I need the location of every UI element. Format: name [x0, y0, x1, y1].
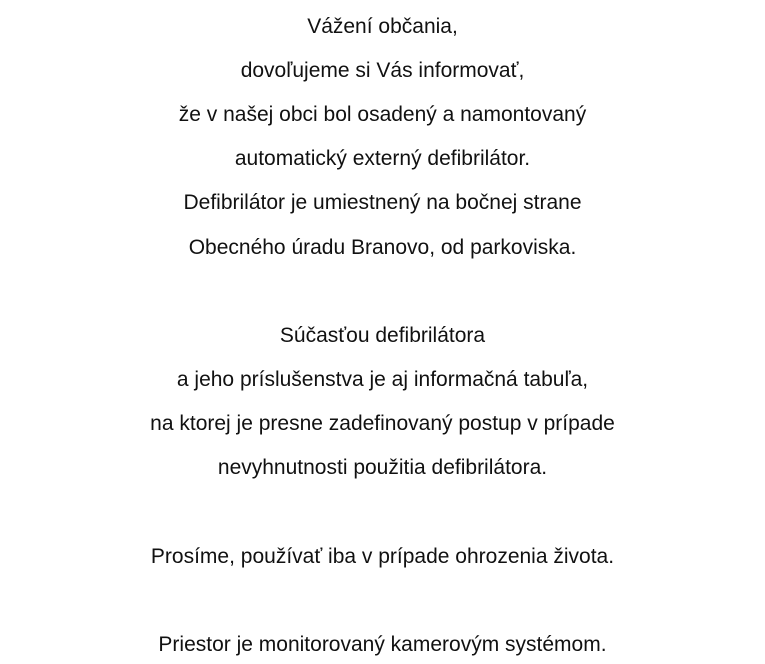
warning-line: Prosíme, používať iba v prípade ohrozenia života.	[150, 545, 615, 568]
text-line: nevyhnutnosti použitia defibrilátora.	[217, 456, 548, 479]
text-line: a jeho príslušenstva je aj informačná tabuľa,	[176, 368, 589, 391]
text-line: automatický externý defibrilátor.	[234, 147, 531, 170]
camera-notice-line: Priestor je monitorovaný kamerovým systémom.	[158, 633, 607, 656]
greeting-line: Vážení občania,	[307, 15, 458, 38]
text-line: že v našej obci bol osadený a namontovaný	[178, 103, 587, 126]
text-line: dovoľujeme si Vás informovať,	[240, 59, 525, 82]
text-line: na ktorej je presne zadefinovaný postup v prípade	[150, 412, 615, 435]
text-line: Defibrilátor je umiestnený na bočnej strane	[183, 191, 582, 214]
text-line: Súčasťou defibrilátora	[279, 324, 486, 347]
text-line: Obecného úradu Branovo, od parkoviska.	[188, 236, 577, 259]
